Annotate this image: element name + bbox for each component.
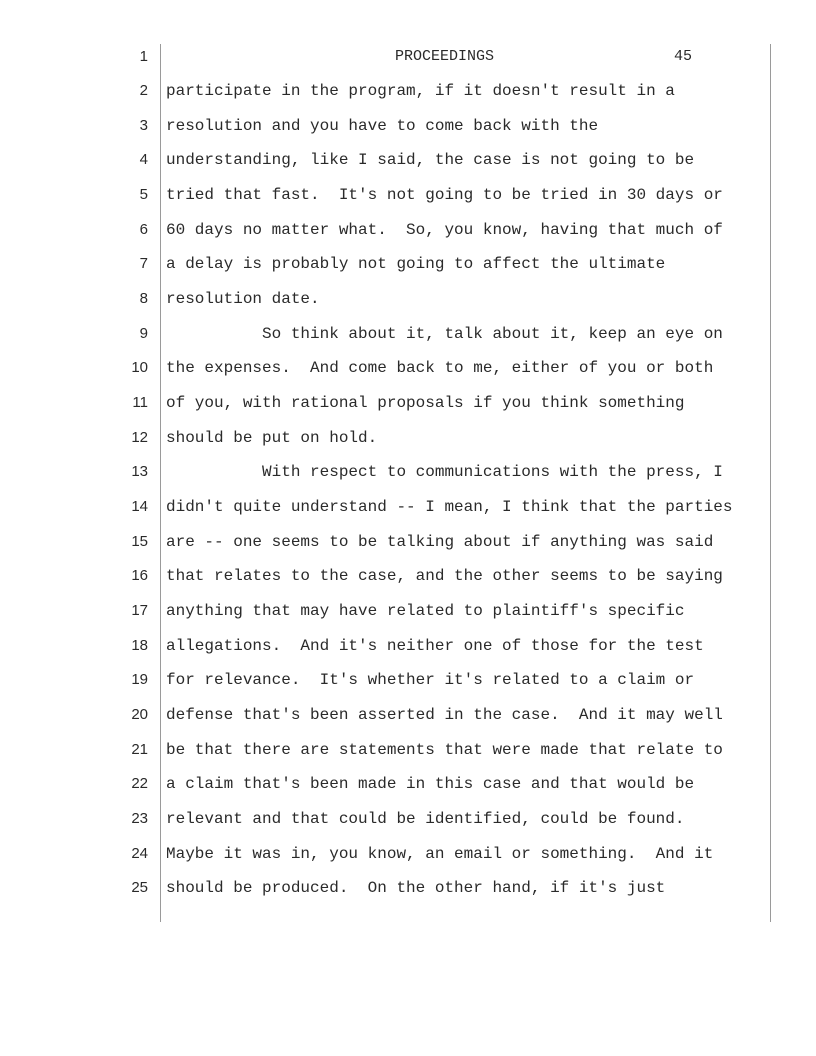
line-number: 8 xyxy=(139,290,148,307)
transcript-line xyxy=(0,358,816,393)
line-number: 18 xyxy=(131,637,148,654)
line-text: didn't quite understand -- I mean, I think that the parties xyxy=(166,498,733,516)
transcript-line xyxy=(0,705,816,740)
line-number: 20 xyxy=(131,706,148,723)
line-text: With respect to communications with the press, I xyxy=(166,463,723,481)
line-number: 4 xyxy=(139,151,148,168)
transcript-line xyxy=(0,844,816,879)
line-text: defense that's been asserted in the case. And it may well xyxy=(166,706,723,724)
line-text: tried that fast. It's not going to be tried in 30 days or xyxy=(166,186,723,204)
line-text: should be put on hold. xyxy=(166,429,378,447)
transcript-line xyxy=(0,116,816,151)
transcript-line xyxy=(0,532,816,567)
line-number: 6 xyxy=(139,221,148,238)
line-number: 15 xyxy=(131,533,148,550)
transcript-line xyxy=(0,878,816,913)
line-text: So think about it, talk about it, keep an eye on xyxy=(166,325,723,343)
line-text: be that there are statements that were made that relate to xyxy=(166,741,723,759)
line-number: 1 xyxy=(139,48,148,65)
line-number: 9 xyxy=(139,325,148,342)
transcript-line xyxy=(0,601,816,636)
line-number: 10 xyxy=(131,359,148,376)
line-text: of you, with rational proposals if you think something xyxy=(166,394,685,412)
line-text: a claim that's been made in this case and that would be xyxy=(166,775,695,793)
line-number: 25 xyxy=(131,879,148,896)
transcript-line xyxy=(0,774,816,809)
line-number: 23 xyxy=(131,810,148,827)
line-text: relevant and that could be identified, could be found. xyxy=(166,810,685,828)
line-text: 60 days no matter what. So, you know, having that much of xyxy=(166,221,723,239)
transcript-line xyxy=(0,81,816,116)
transcript-line xyxy=(0,185,816,220)
line-text: understanding, like I said, the case is not going to be xyxy=(166,151,695,169)
line-number: 5 xyxy=(139,186,148,203)
page-number: 45 xyxy=(674,48,693,65)
line-number: 17 xyxy=(131,602,148,619)
line-number: 14 xyxy=(131,498,148,515)
transcript-line xyxy=(0,809,816,844)
line-text: Maybe it was in, you know, an email or something. And it xyxy=(166,845,714,863)
line-number: 3 xyxy=(139,117,148,134)
line-number: 7 xyxy=(139,255,148,272)
transcript-line xyxy=(0,289,816,324)
line-text: participate in the program, if it doesn't result in a xyxy=(166,82,675,100)
page-header-title: PROCEEDINGS xyxy=(395,48,495,65)
line-number: 19 xyxy=(131,671,148,688)
transcript-line xyxy=(0,566,816,601)
transcript-line xyxy=(0,324,816,359)
transcript-line xyxy=(0,670,816,705)
transcript-line xyxy=(0,47,816,82)
transcript-line xyxy=(0,220,816,255)
line-text: resolution date. xyxy=(166,290,320,308)
line-number: 22 xyxy=(131,775,148,792)
transcript-line xyxy=(0,636,816,671)
line-text: allegations. And it's neither one of those for the test xyxy=(166,637,704,655)
transcript-line xyxy=(0,254,816,289)
line-text: the expenses. And come back to me, either of you or both xyxy=(166,359,714,377)
line-number: 2 xyxy=(139,82,148,99)
line-number: 11 xyxy=(132,394,148,411)
line-number: 12 xyxy=(131,429,148,446)
line-text: are -- one seems to be talking about if anything was said xyxy=(166,533,714,551)
transcript-line xyxy=(0,497,816,532)
line-text: for relevance. It's whether it's related to a claim or xyxy=(166,671,695,689)
line-number: 24 xyxy=(131,845,148,862)
transcript-line xyxy=(0,740,816,775)
line-number: 16 xyxy=(131,567,148,584)
transcript-line xyxy=(0,393,816,428)
line-number: 21 xyxy=(131,741,148,758)
line-text: a delay is probably not going to affect the ultimate xyxy=(166,255,666,273)
transcript-line xyxy=(0,462,816,497)
line-number: 13 xyxy=(131,463,148,480)
line-text: resolution and you have to come back with the xyxy=(166,117,599,135)
transcript-line xyxy=(0,428,816,463)
transcript-line xyxy=(0,150,816,185)
line-text: should be produced. On the other hand, if it's just xyxy=(166,879,666,897)
line-text: that relates to the case, and the other seems to be saying xyxy=(166,567,723,585)
line-text: anything that may have related to plaintiff's specific xyxy=(166,602,685,620)
